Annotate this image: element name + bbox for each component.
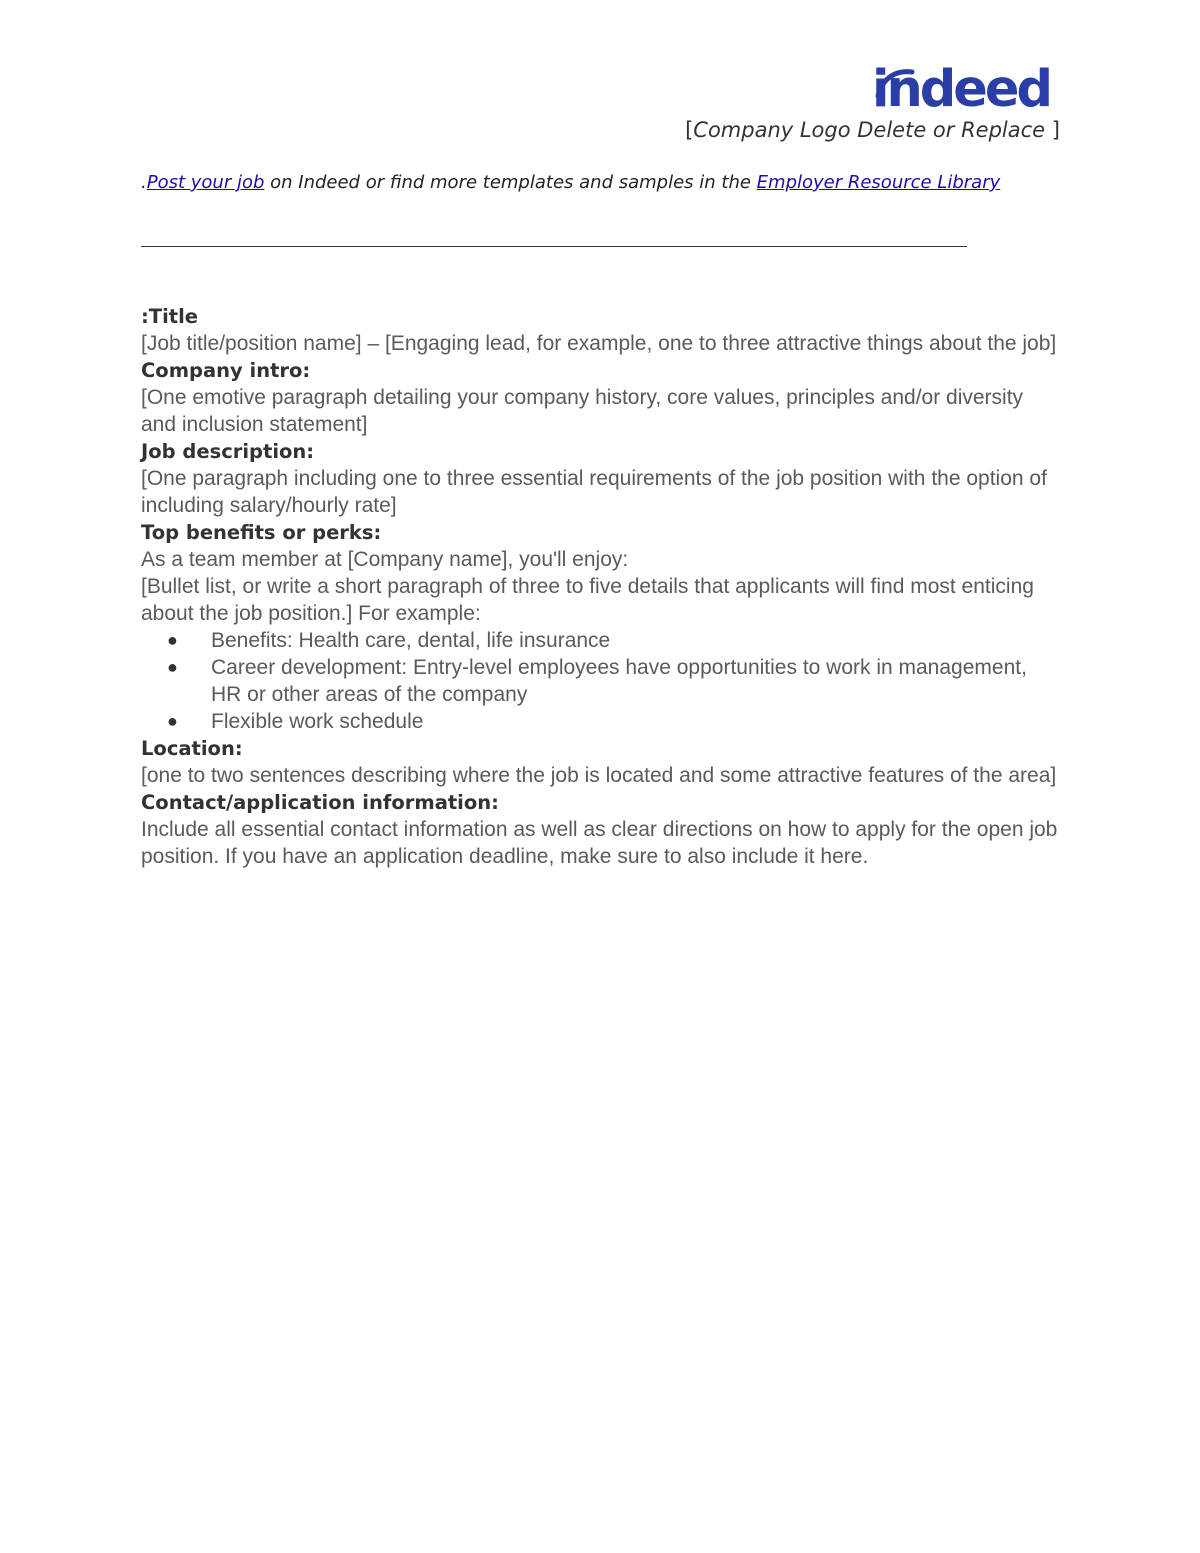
list-item bbox=[141, 654, 1061, 708]
intro-line bbox=[141, 172, 1000, 193]
intro-middle-text: on Indeed or find more templates and samples in the bbox=[264, 172, 757, 193]
job-description-heading: Job description: bbox=[141, 440, 315, 463]
list-item-text: Benefits: Health care, dental, life insurance bbox=[211, 629, 611, 652]
benefits-body: [Bullet list, or write a short paragraph of three to five details that applicants will find most enticing about the job position.] For example: bbox=[141, 575, 1034, 625]
company-intro-body: [One emotive paragraph detailing your company history, core values, principles and/or diversity and inclusion statement] bbox=[141, 386, 1024, 436]
bullet-icon: ● bbox=[167, 630, 178, 650]
list-item-text: Career development: Entry-level employees have opportunities to work in management, HR or other areas of the company bbox=[211, 656, 1027, 706]
title-heading: :Title bbox=[141, 305, 199, 328]
list-item-text: Flexible work schedule bbox=[211, 710, 424, 733]
benefits-intro: As a team member at [Company name], you'll enjoy: bbox=[141, 548, 629, 571]
intro-prefix: . bbox=[141, 172, 147, 193]
post-your-job-link[interactable]: Post your job bbox=[146, 172, 265, 193]
indeed-logo bbox=[872, 60, 1064, 122]
benefits-list bbox=[141, 627, 1061, 735]
title-body: [Job title/position name] – [Engaging lead, for example, one to three attractive things about the job] bbox=[141, 332, 1057, 355]
caption-close-bracket: ] bbox=[1051, 118, 1060, 142]
employer-resource-library-link[interactable]: Employer Resource Library bbox=[756, 172, 1001, 193]
caption-open-bracket: [ bbox=[685, 118, 694, 142]
job-template-body bbox=[141, 303, 1061, 870]
location-heading: Location: bbox=[141, 737, 243, 760]
company-intro-heading: Company intro: bbox=[141, 359, 311, 382]
bullet-icon: ● bbox=[167, 711, 178, 731]
location-body: [one to two sentences describing where the job is located and some attractive features of the area] bbox=[141, 764, 1057, 787]
list-item bbox=[141, 708, 1061, 735]
horizontal-divider bbox=[141, 246, 967, 247]
contact-heading: Contact/application information: bbox=[141, 791, 499, 814]
list-item bbox=[141, 627, 1061, 654]
logo-wordmark: indeed bbox=[872, 60, 1050, 119]
bullet-icon: ● bbox=[167, 657, 178, 677]
caption-text: Company Logo Delete or Replace bbox=[693, 118, 1046, 142]
benefits-heading: Top benefits or perks: bbox=[141, 521, 382, 544]
logo-placeholder-caption bbox=[685, 118, 1060, 142]
job-description-body: [One paragraph including one to three essential requirements of the job position with the option of including salary/hourly rate] bbox=[141, 467, 1047, 517]
contact-body: Include all essential contact information as well as clear directions on how to apply for the open job position. If you have an application deadline, make sure to also include it here. bbox=[141, 818, 1058, 868]
